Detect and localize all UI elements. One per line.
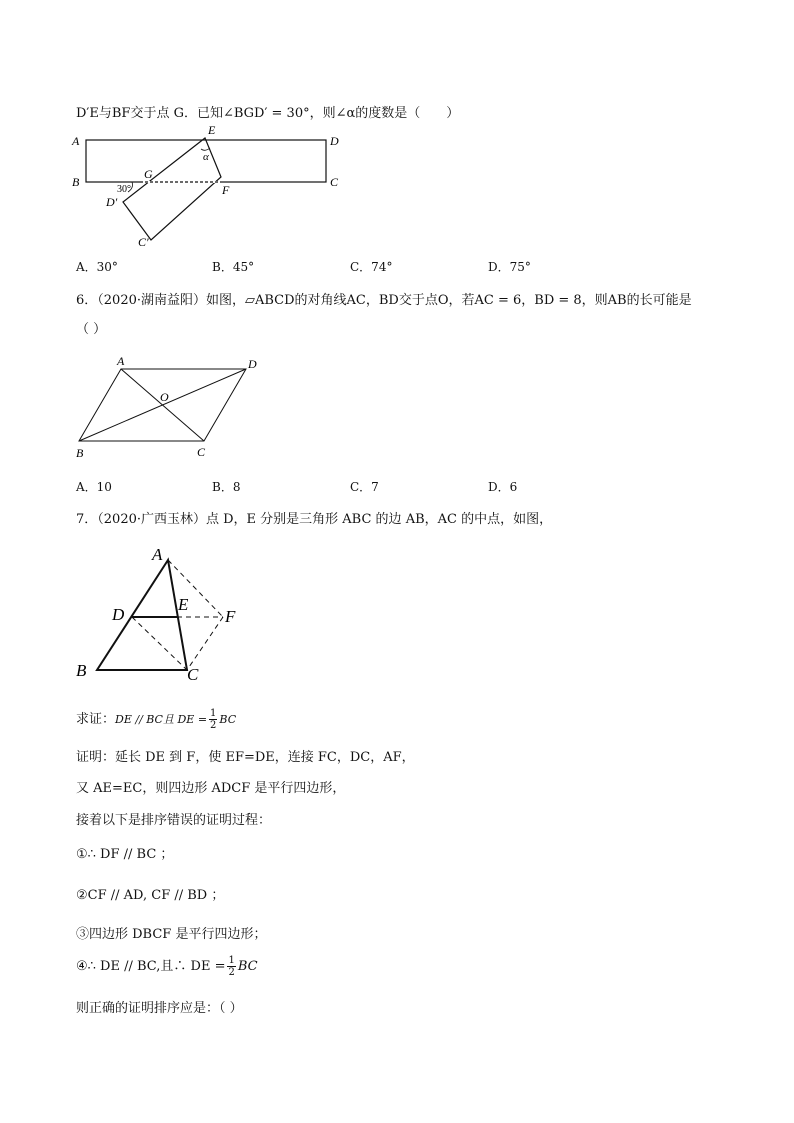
q7-step4-suffix: BC (237, 959, 258, 974)
q5-label-angle: 30° (117, 184, 131, 195)
q7-proof-line1: 证明：延长 DE 到 F，使 EF=DE，连接 FC，DC，AF， (76, 750, 415, 765)
q5-label-F: F (222, 183, 230, 197)
diagonal-bd (79, 369, 246, 441)
q7-step-3: ③四边形 DBCF 是平行四边形； (76, 927, 267, 942)
q7-question: 则正确的证明排序应是：（ ） (76, 1001, 243, 1016)
q5-label-alpha: α (203, 151, 209, 163)
q7-step4-fraction: $\frac{1}{2}$ (228, 955, 235, 978)
q7-step-4 (76, 955, 258, 978)
q6-label-C: C (197, 445, 206, 459)
q5-option-c[interactable]: C．74° (350, 260, 393, 274)
q5-label-D1: D′ (106, 195, 118, 209)
q6-option-c[interactable]: C．7 (350, 480, 379, 494)
q7-label-D: D (112, 605, 125, 624)
q6-text-line2: （ ） (76, 322, 107, 337)
q5-label-A: A (72, 134, 80, 148)
q5-text: D′E与BF交于点 G．已知∠BGD′ = 30°，则∠α的度数是（ ） (76, 106, 460, 121)
q6-option-d[interactable]: D．6 (488, 480, 518, 494)
q7-proof-line2: 又 AE=EC，则四边形 ADCF 是平行四边形， (76, 781, 346, 796)
q7-label-B: B (76, 661, 87, 680)
q5-label-C1: C′ (138, 235, 149, 249)
q7-text-line1: 7．（2020·广西玉林）点 D，E 分别是三角形 ABC 的边 AB，AC 的中点，如图， (76, 512, 553, 527)
q6-label-A: A (117, 354, 125, 368)
q6-option-a[interactable]: A．10 (76, 480, 112, 494)
q7-prove-suffix: BC (219, 713, 237, 726)
q5-figure (66, 122, 356, 252)
q7-prove-fraction: $\frac{1}{2}$ (210, 708, 217, 731)
q7-prove-prefix: 求证： (76, 712, 116, 727)
q5-label-E: E (208, 123, 216, 137)
q7-label-E: E (178, 595, 189, 614)
q7-proof-line3: 接着以下是排序错误的证明过程： (76, 813, 272, 828)
q6-figure (66, 350, 276, 462)
q6-option-b[interactable]: B．8 (212, 480, 241, 494)
q5-option-d[interactable]: D．75° (488, 260, 531, 274)
q5-label-G: G (144, 167, 153, 181)
q7-label-A: A (152, 545, 163, 564)
q7-label-C: C (187, 665, 199, 684)
q5-option-b[interactable]: B．45° (212, 260, 255, 274)
q5-label-D: D (330, 134, 339, 148)
q6-text-line1: 6．（2020·湖南益阳）如图，▱ABCD的对角线AC，BD交于点O，若AC = 6，BD = 8，则AB的长可能是 (76, 293, 692, 308)
triangle-abc (97, 560, 187, 670)
q7-label-F: F (225, 607, 236, 626)
q5-label-C: C (330, 175, 339, 189)
q7-prove-expr: DE // BC且 DE = (115, 713, 208, 726)
q7-prove (76, 708, 236, 731)
segment-fc (187, 617, 223, 670)
q7-step4-prefix: ④∴ DE // BC,且∴ DE = (76, 959, 226, 974)
q7-figure (70, 538, 250, 686)
q7-step-1: ①∴ DF // BC ； (76, 847, 174, 862)
q6-label-D: D (248, 357, 257, 371)
q5-option-a[interactable]: A．30° (76, 260, 118, 274)
q6-label-O: O (160, 390, 169, 404)
q5-label-B: B (72, 175, 80, 189)
q7-step-2: ②CF // AD, CF // BD ； (76, 888, 225, 903)
q6-label-B: B (76, 446, 84, 460)
